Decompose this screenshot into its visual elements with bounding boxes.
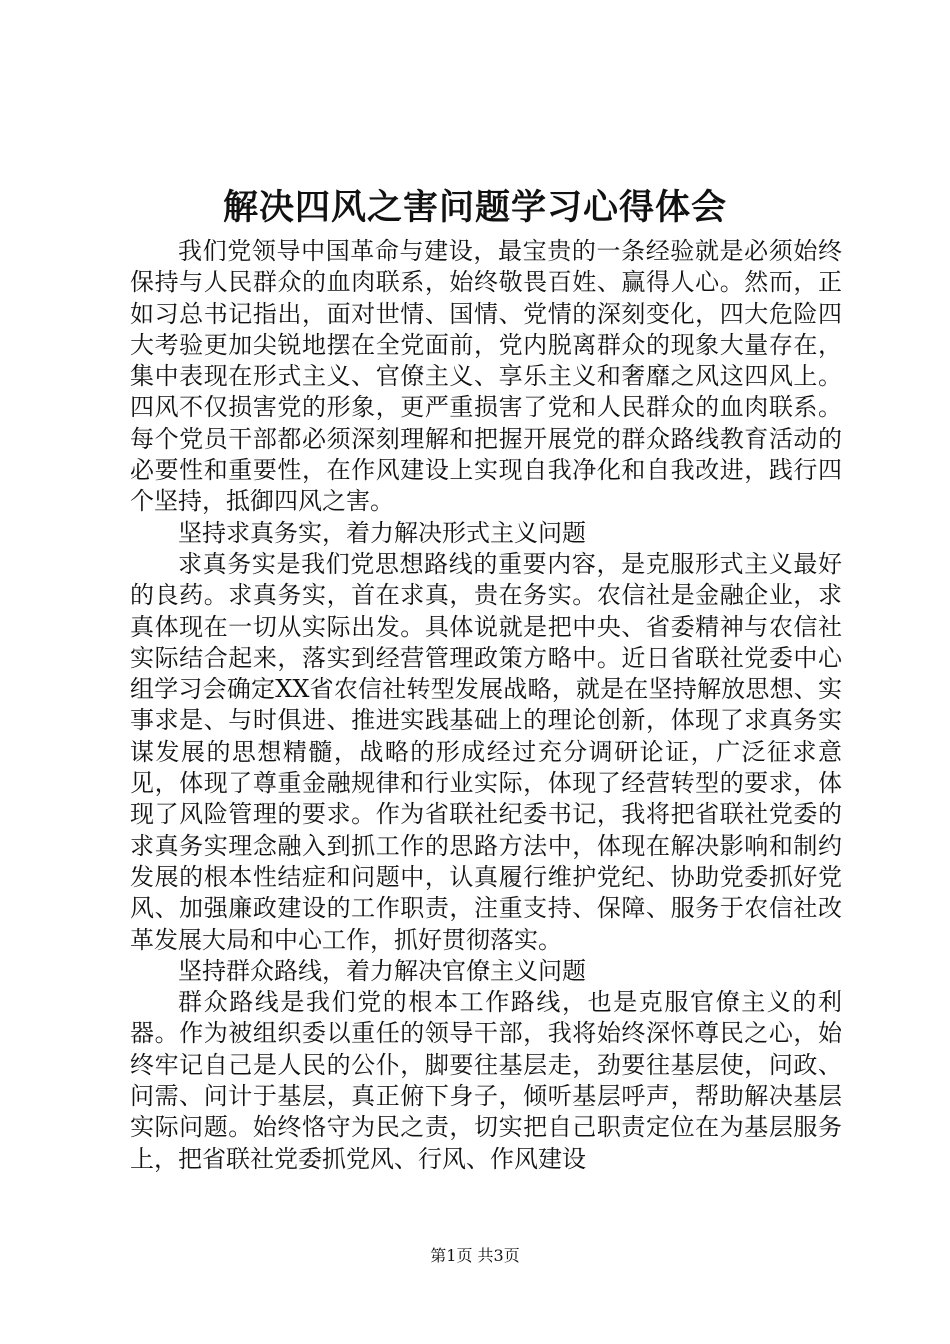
document-title: 解决四风之害问题学习心得体会 bbox=[222, 187, 727, 228]
section-heading-bureaucratism: 坚持群众路线，着力解决官僚主义问题 bbox=[178, 956, 586, 985]
formalism-paragraph: 求真务实是我们党思想路线的重要内容，是克服形式主义最好的良药。求真务实，首在求真，贵在务实。农信社是金融企业，求真体现在一切从实际出发。具体说就是把中央、省委精神与农信社实际结合起来，落实到经营管理政策方略中。近日省联社党委中心组学习会确定XX省农信社转型发展战略，就是在坚持解放思想、实事求是、与时俱进、推进实践基础上的理论创新，体现了求真务实谋发展的思想精髓，战略的形成经过充分调研论证，广泛征求意见，体现了尊重金融规律和行业实际，体现了经营转型的要求，体现了风险管理的要求。作为省联社纪委书记，我将把省联社党委的求真务实理念融入到抓工作的思路方法中，体现在解决影响和制约发展的根本性结症和问题中，认真履行维护党纪、协助党委抓好党风、加强廉政建设的工作职责，注重支持、保障、服务于农信社改革发展大局和中心工作，抓好贯彻落实。 bbox=[130, 549, 842, 954]
document-body bbox=[130, 236, 842, 1175]
bureaucratism-paragraph: 群众路线是我们党的根本工作路线，也是克服官僚主义的利器。作为被组织委以重任的领导干部，我将始终深怀尊民之心，始终牢记自己是人民的公仆，脚要往基层走，劲要往基层使，问政、问需、问计于基层，真正俯下身子，倾听基层呼声，帮助解决基层实际问题。始终恪守为民之责，切实把自己职责定位在为基层服务上，把省联社党委抓党风、行风、作风建设 bbox=[130, 988, 842, 1173]
intro-paragraph: 我们党领导中国革命与建设，最宝贵的一条经验就是必须始终保持与人民群众的血肉联系，始终敬畏百姓、赢得人心。然而，正如习总书记指出，面对世情、国情、党情的深刻变化，四大危险四大考验更加尖锐地摆在全党面前，党内脱离群众的现象大量存在，集中表现在形式主义、官僚主义、享乐主义和奢靡之风这四风上。四风不仅损害党的形象，更严重损害了党和人民群众的血肉联系。每个党员干部都必须深刻理解和把握开展党的群众路线教育活动的必要性和重要性，在作风建设上实现自我净化和自我改进，践行四个坚持，抵御四风之害。 bbox=[130, 237, 842, 516]
section-heading-formalism: 坚持求真务实，着力解决形式主义问题 bbox=[178, 518, 586, 547]
page-number-footer: 第1页 共3页 bbox=[430, 1246, 520, 1265]
